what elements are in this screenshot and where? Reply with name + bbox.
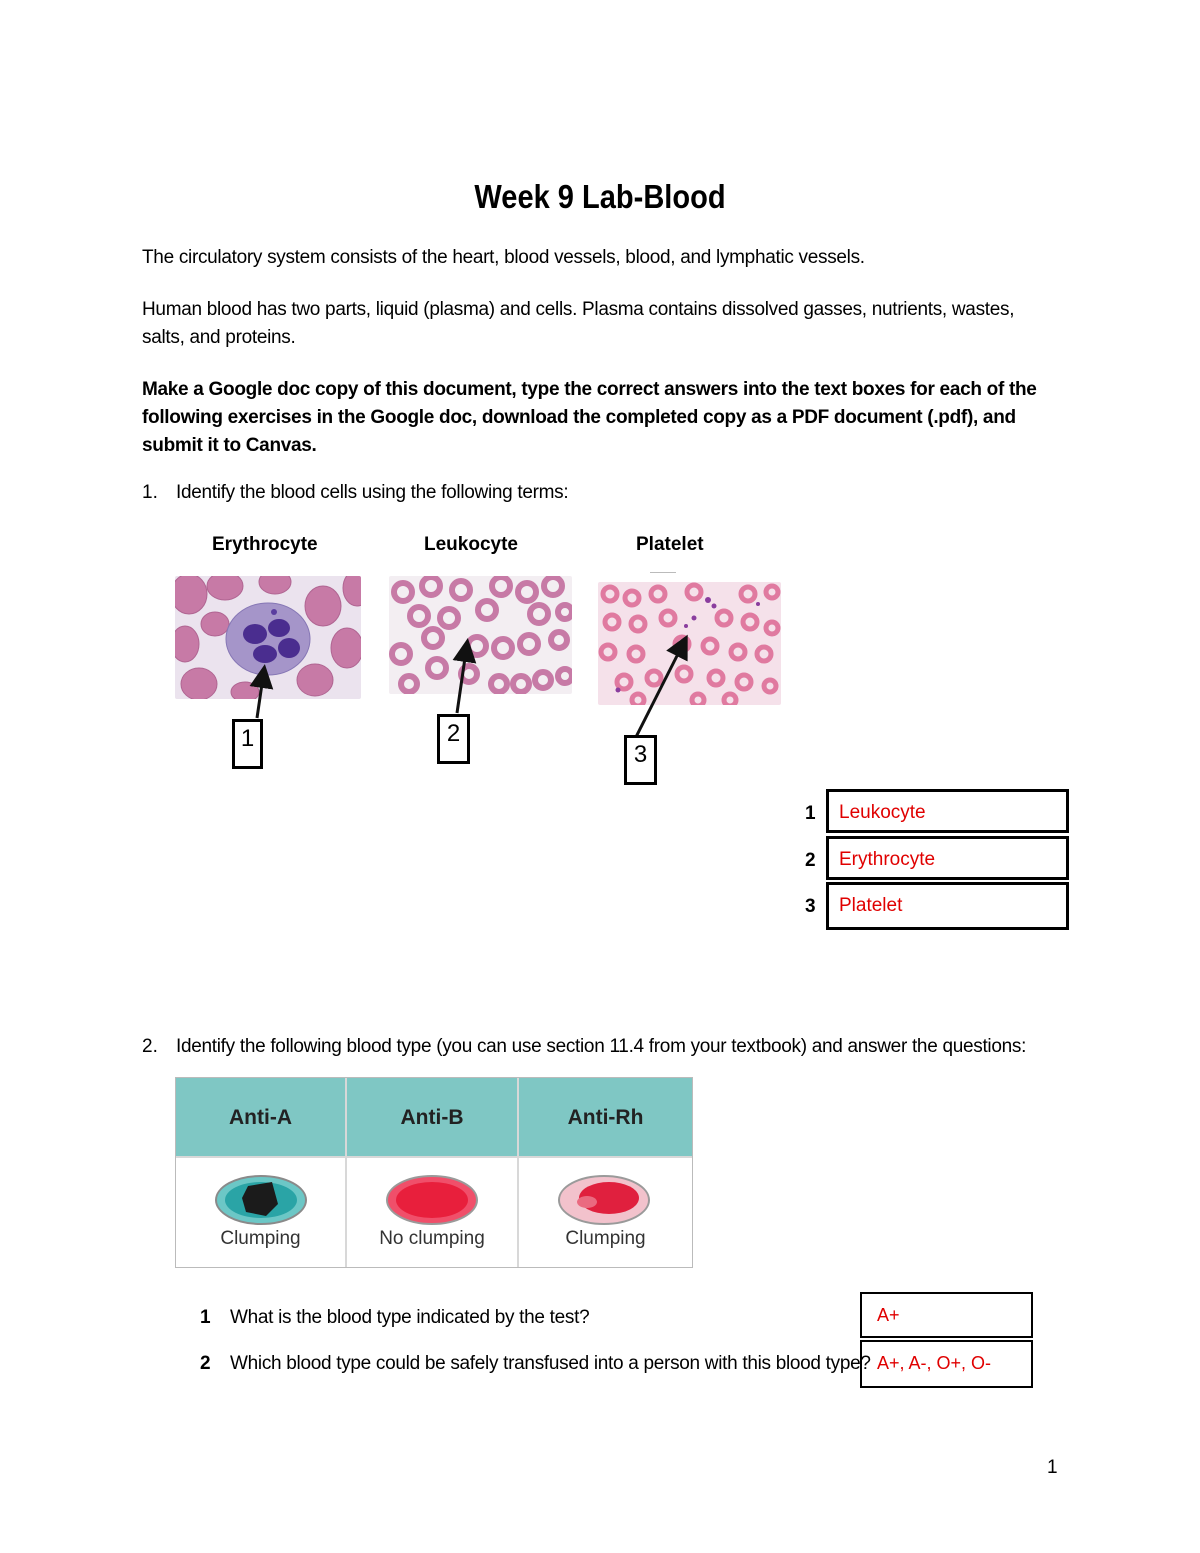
row-divider (176, 1156, 692, 1158)
answer-3-value: Platelet (839, 895, 903, 916)
term-erythrocyte: Erythrocyte (212, 534, 318, 555)
subquestion-2-number: 2 (200, 1353, 211, 1374)
question-2-number: 2. (142, 1036, 158, 1057)
answer-3-field[interactable] (826, 882, 1069, 930)
page-number: 1 (1047, 1457, 1058, 1478)
arrow-2 (457, 644, 467, 713)
header-anti-a: Anti-A (229, 1106, 292, 1129)
answer-2-value: Erythrocyte (839, 849, 936, 870)
question-1-number: 1. (142, 482, 158, 503)
arrow-3 (636, 640, 685, 737)
intro-paragraph-2: Human blood has two parts, liquid (plasma) and cells. Plasma contains dissolved gasses, nutrients, wastes, salts, and proteins. (142, 299, 1015, 348)
answer-1-field[interactable] (826, 789, 1069, 833)
sample-anti-a-clumping (214, 1174, 308, 1226)
subquestion-1-answer-field[interactable] (860, 1292, 1033, 1338)
result-anti-a: Clumping (220, 1228, 301, 1249)
header-anti-b: Anti-B (400, 1106, 464, 1129)
image-label-1: 1 (232, 719, 263, 769)
image-label-2: 2 (437, 714, 470, 764)
answer-2-field[interactable] (826, 836, 1069, 880)
answer-1-number: 1 (805, 803, 816, 824)
question-1-prompt: Identify the blood cells using the following terms: (176, 482, 569, 503)
result-anti-b: No clumping (379, 1228, 485, 1249)
subquestion-1-number: 1 (200, 1307, 211, 1328)
sample-anti-rh-clumping (557, 1174, 651, 1226)
intro-paragraph-1: The circulatory system consists of the heart, blood vessels, blood, and lymphatic vessels. (142, 247, 865, 268)
subquestion-2-text: Which blood type could be safely transfused into a person with this blood type? (230, 1353, 871, 1374)
answer-3-number: 3 (805, 896, 816, 917)
image-label-3: 3 (624, 735, 657, 785)
instructions-paragraph: Make a Google doc copy of this document, type the correct answers into the text boxes for each of the following exercises in the Google doc, download the completed copy as a PDF document (.pdf), and submit it to Canvas. (142, 379, 1037, 456)
blood-typing-table (175, 1077, 693, 1268)
answer-2-number: 2 (805, 850, 816, 871)
header-anti-rh: Anti-Rh (567, 1106, 644, 1129)
page-title: Week 9 Lab-Blood (474, 178, 726, 215)
term-leukocyte: Leukocyte (424, 534, 518, 555)
subquestion-1-text: What is the blood type indicated by the test? (230, 1307, 590, 1328)
result-anti-rh: Clumping (565, 1228, 646, 1249)
answer-1-value: Leukocyte (839, 802, 926, 823)
question-2-prompt: Identify the following blood type (you can use section 11.4 from your textbook) and answer the questions: (176, 1036, 1027, 1057)
subquestion-2-answer: A+, A-, O+, O- (877, 1353, 992, 1373)
subquestion-1-answer: A+ (877, 1305, 900, 1325)
term-platelet: Platelet (636, 534, 704, 555)
arrow-1 (257, 670, 264, 718)
subquestion-2-answer-field[interactable] (860, 1340, 1033, 1388)
sample-anti-b-no-clumping (385, 1174, 479, 1226)
